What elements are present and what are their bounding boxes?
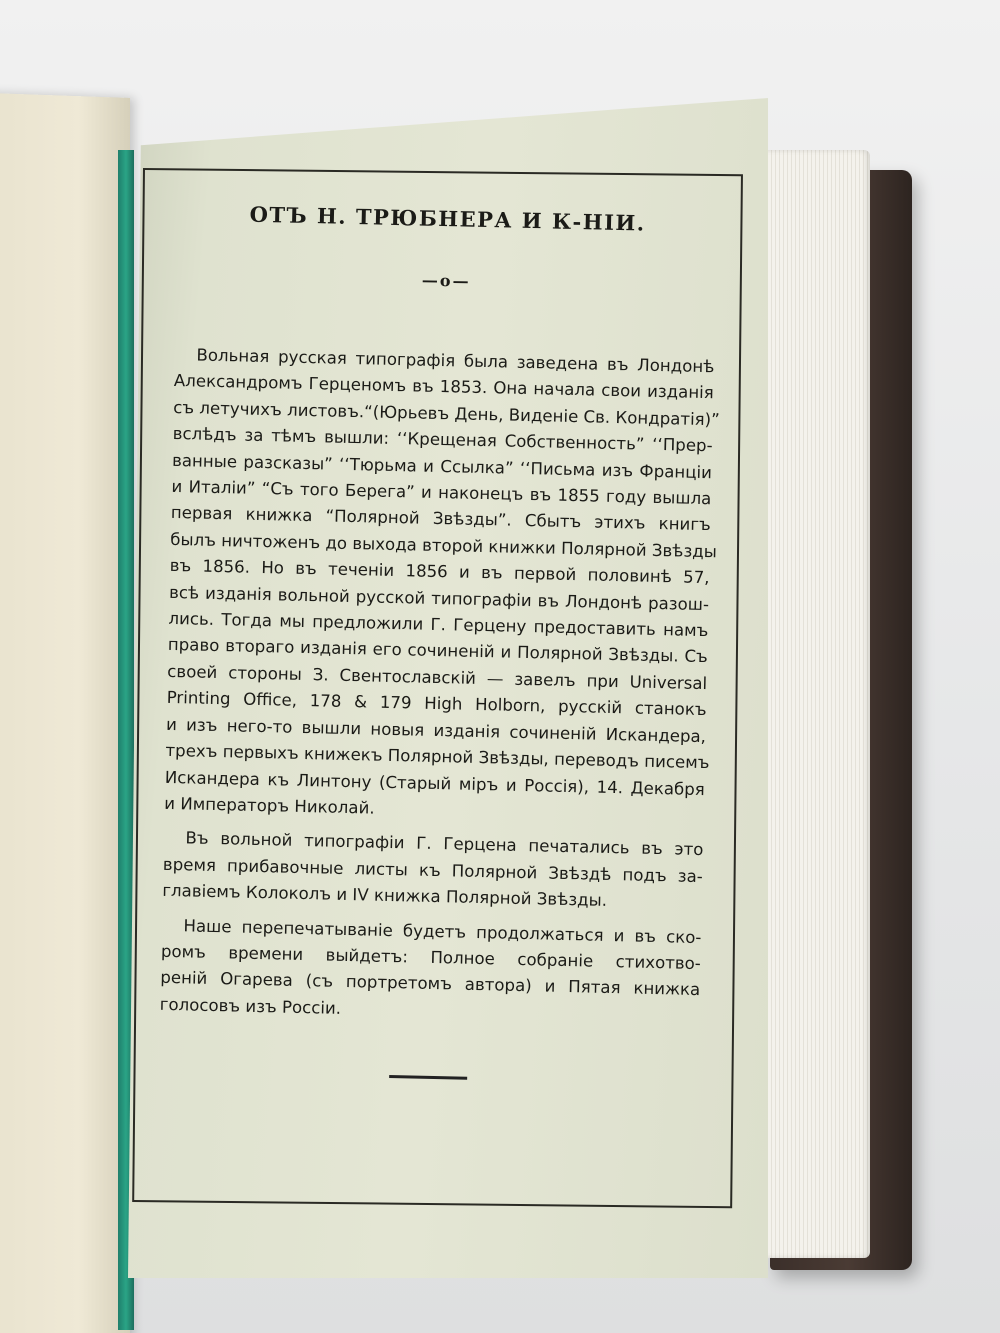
text-line: Въ вольной типографіи Г. Герцена печатались въ это xyxy=(185,828,704,860)
left-page xyxy=(0,92,130,1333)
text-line: въ 1856. Но въ теченіи 1856 и въ первой половинѣ 57, xyxy=(169,556,710,588)
paragraph xyxy=(159,912,701,1030)
title-ornament: —o— xyxy=(421,270,471,291)
text-line: Printing Office, 178 & 179 High Holborn, русскій станокъ xyxy=(166,688,707,720)
text-line: и изъ него-то вышли новыя изданія сочиненій Искандера, xyxy=(165,714,707,746)
text-body xyxy=(159,342,720,1030)
text-line: своей стороны З. Свентославскій — завелъ при Universal xyxy=(167,661,708,694)
page-title: ОТЪ Н. ТРЮБНЕРА И К-НІИ. xyxy=(249,201,646,236)
text-line: былъ ничтоженъ до выхода второй книжки Полярной Звѣзды xyxy=(170,529,718,562)
text-line: ванные разсказы” ‘‘Тюрьма и Ссылка” ‘‘Письма изъ Франціи xyxy=(171,450,713,482)
text-line: Вольная русская типографія была заведена въ Лондонѣ xyxy=(196,345,715,377)
text-line: Наше перепечатываніе будетъ продолжаться и въ ско- xyxy=(183,915,702,947)
text-line: съ летучихъ листовъ.“(Юрьевъ День, Виденіе Св. Кондратія)” xyxy=(173,397,720,430)
text-line: Александромъ Герценомъ въ 1853. Она начала свои изданія xyxy=(173,371,714,403)
text-line: и Императоръ Николай. xyxy=(164,793,375,818)
text-line: всѣ изданія вольной русской типографіи въ Лондонѣ разош- xyxy=(168,582,710,614)
page-content xyxy=(158,200,718,1085)
text-line: первая книжка “Полярной Звѣзды”. Сбытъ этихъ книгъ xyxy=(170,503,711,535)
text-line: время прибавочные листы къ Полярной Звѣздѣ подъ за- xyxy=(162,854,704,886)
text-line: и Италіи” “Съ того Берега” и наконецъ въ 1855 году вышла xyxy=(171,476,712,509)
text-line: Искандера къ Линтону (Старый міръ и Россія), 14. Декабря xyxy=(164,767,705,799)
text-line: ромъ времени выйдетъ: Полное собраніе стихотво- xyxy=(160,941,702,973)
text-line: реній Огарева (съ портретомъ автора) и Пятая книжка xyxy=(160,968,701,1000)
text-line: трехъ первыхъ книжекъ Полярной Звѣзды, переводъ писемъ xyxy=(165,740,710,773)
text-line: вслѣдъ за тѣмъ вышли: ‘‘Крещеная Собственность” ‘‘Прер- xyxy=(172,424,713,456)
text-line: право втораго изданія его сочиненій и Полярной Звѣзды. Съ xyxy=(167,635,708,667)
paragraph xyxy=(162,825,704,916)
text-line: главіемъ Колоколъ и IV книжка Полярной Звѣзды. xyxy=(162,880,608,911)
text-line: лись. Тогда мы предложили Г. Герцену предоставить намъ xyxy=(168,608,709,641)
paragraph xyxy=(164,342,720,829)
text-line: голосовъ изъ Россіи. xyxy=(159,994,342,1018)
